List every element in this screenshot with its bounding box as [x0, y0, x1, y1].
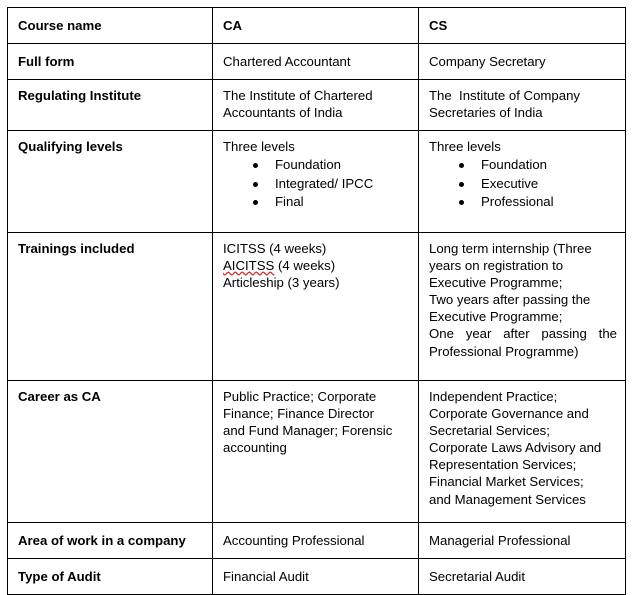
text-line: Two years after passing the: [429, 292, 591, 308]
list-item: Final: [253, 193, 410, 212]
list-item: Foundation: [459, 156, 617, 175]
text-line: The Institute of Company: [429, 88, 580, 104]
text-line: and Fund Manager; Forensic: [223, 422, 393, 438]
text-line: The Institute of Chartered: [223, 88, 373, 104]
text-line: Corporate Laws Advisory and: [429, 440, 602, 456]
cell-ca-regulating-institute: [213, 80, 419, 130]
text-line: Financial Audit: [223, 568, 309, 584]
table-row: [8, 522, 626, 558]
text-line: Accountants of India: [223, 105, 343, 121]
text-line: Secretarial Services;: [429, 422, 550, 438]
row-label-area-of-work: Area of work in a company: [8, 522, 213, 558]
row-label-qualifying-levels: Qualifying levels: [8, 130, 213, 232]
levels-list-cs: [429, 156, 617, 212]
levels-list-ca: [223, 156, 410, 212]
text-line: Financial Market Services;: [429, 474, 584, 490]
row-label-career-as-ca: Career as CA: [8, 380, 213, 522]
text-line: Finance; Finance Director: [223, 405, 374, 421]
cell-ca-qualifying-levels: [213, 130, 419, 232]
cell-cs-full-form: [419, 44, 626, 80]
cell-ca-career: [213, 380, 419, 522]
text-line: Articleship (3 years): [223, 274, 340, 290]
list-item: Executive: [459, 175, 617, 194]
table-row: [8, 380, 626, 522]
comparison-table: [7, 7, 626, 595]
text-line: Public Practice; Corporate: [223, 388, 377, 404]
row-label-trainings-included: Trainings included: [8, 232, 213, 380]
row-label-full-form: Full form: [8, 44, 213, 80]
table-row: [8, 558, 626, 594]
cell-cs-trainings-included: [419, 232, 626, 380]
spellcheck-underline: AICITSS: [223, 257, 275, 273]
table-row: [8, 130, 626, 232]
text-line: Managerial Professional: [429, 532, 571, 548]
text-line: Representation Services;: [429, 457, 577, 473]
list-item: Foundation: [253, 156, 410, 175]
text-line: Accounting Professional: [223, 532, 365, 548]
column-header-ca: CA: [213, 8, 419, 44]
table-row: [8, 232, 626, 380]
text-line: Company Secretary: [429, 54, 546, 70]
text-line: Secretarial Audit: [429, 568, 526, 584]
row-label-type-of-audit: Type of Audit: [8, 558, 213, 594]
cell-ca-trainings-included: [213, 232, 419, 380]
cell-ca-type-of-audit: [213, 558, 419, 594]
text-line: Independent Practice;: [429, 388, 558, 404]
text-line: and Management Services: [429, 491, 586, 507]
text-line: Secretaries of India: [429, 105, 543, 121]
column-header-course-name: Course name: [8, 8, 213, 44]
list-item: Integrated/ IPCC: [253, 175, 410, 194]
text-line: Corporate Governance and: [429, 405, 589, 421]
cell-ca-area-of-work: [213, 522, 419, 558]
text-line: Professional Programme): [429, 343, 579, 359]
text-line-misspelled: [223, 257, 410, 274]
table-row: [8, 44, 626, 80]
column-header-cs: CS: [419, 8, 626, 44]
row-label-regulating-institute: Regulating Institute: [8, 80, 213, 130]
cell-cs-area-of-work: [419, 522, 626, 558]
text-line: ICITSS (4 weeks): [223, 240, 327, 256]
text-line: Executive Programme;: [429, 309, 563, 325]
text-line-rest: (4 weeks): [274, 257, 336, 273]
cell-cs-type-of-audit: [419, 558, 626, 594]
text-line: Three levels: [429, 138, 501, 154]
text-line: One year after passing the: [429, 326, 617, 342]
text-line: Long term internship (Three: [429, 240, 592, 256]
cell-cs-regulating-institute: [419, 80, 626, 130]
text-line: Three levels: [223, 138, 295, 154]
cell-cs-qualifying-levels: [419, 130, 626, 232]
table-header-row: [8, 8, 626, 44]
cell-ca-full-form: [213, 44, 419, 80]
text-line: accounting: [223, 440, 287, 456]
text-line: Executive Programme;: [429, 274, 563, 290]
text-line: years on registration to: [429, 257, 564, 273]
list-item: Professional: [459, 193, 617, 212]
table-row: [8, 80, 626, 130]
text-line: Chartered Accountant: [223, 54, 351, 70]
cell-cs-career: [419, 380, 626, 522]
